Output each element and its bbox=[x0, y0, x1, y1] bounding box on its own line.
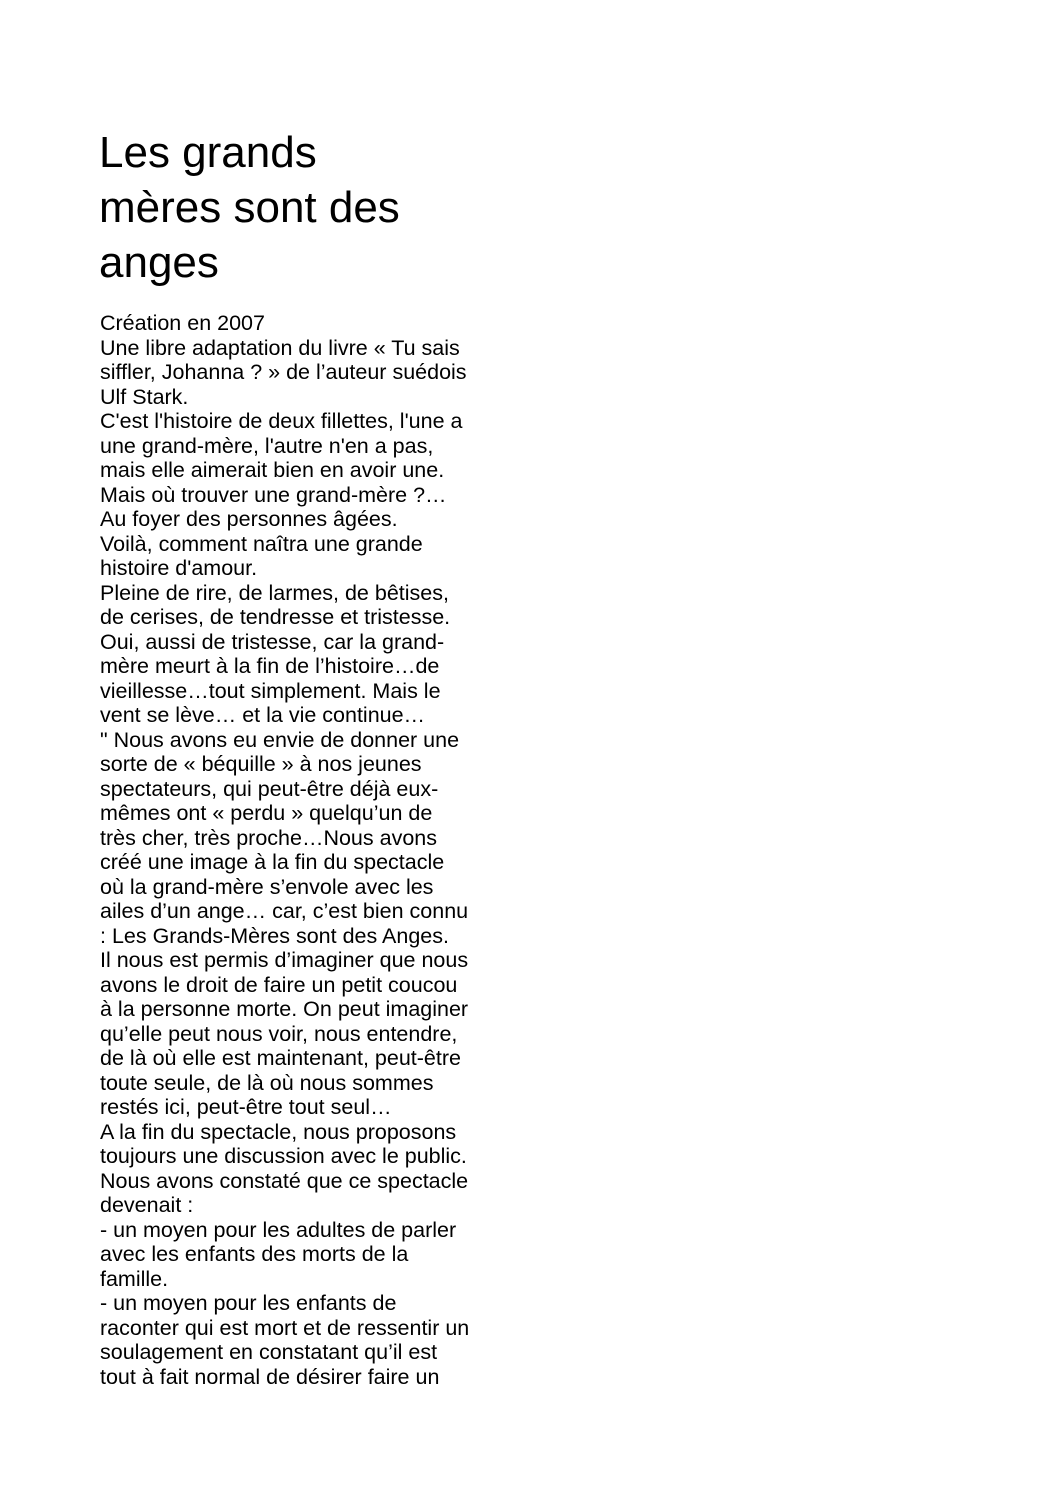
text-line: Voilà, comment naîtra une grande bbox=[100, 531, 423, 556]
text-line: Il nous est permis d’imaginer que nous bbox=[100, 948, 469, 972]
text-line: de cerises, de tendresse et tristesse. bbox=[100, 605, 451, 629]
text-line: A la fin du spectacle, nous proposons bbox=[100, 1119, 457, 1144]
text-line: vieillesse…tout simplement. Mais le bbox=[100, 678, 441, 703]
text-line: à la personne morte. On peut imaginer bbox=[100, 997, 469, 1021]
text-line: C'est l'histoire de deux fillettes, l'une a bbox=[100, 409, 463, 433]
text-line: histoire d'amour. bbox=[100, 556, 258, 580]
text-line: où la grand-mère s’envole avec les bbox=[100, 874, 434, 899]
document-title bbox=[99, 125, 400, 290]
text-line: une grand-mère, l'autre n'en a pas, bbox=[100, 433, 434, 458]
text-line: de là où elle est maintenant, peut-être bbox=[100, 1046, 461, 1070]
text-line: mêmes ont « perdu » quelqu’un de bbox=[100, 801, 433, 825]
text-line: avec les enfants des morts de la bbox=[100, 1242, 409, 1266]
title-line: anges bbox=[99, 238, 219, 287]
text-line: - un moyen pour les enfants de bbox=[100, 1291, 397, 1315]
text-line: Ulf Stark. bbox=[100, 384, 189, 409]
text-line: soulagement en constatant qu’il est bbox=[100, 1340, 438, 1364]
text-line: spectateurs, qui peut-être déjà eux- bbox=[100, 776, 439, 801]
text-line: Au foyer des personnes âgées. bbox=[100, 507, 398, 531]
text-line: Nous avons constaté que ce spectacle bbox=[100, 1168, 469, 1193]
text-line: toute seule, de là où nous sommes bbox=[100, 1070, 434, 1095]
text-line: Une libre adaptation du livre « Tu sais bbox=[100, 335, 460, 360]
text-line: - un moyen pour les adultes de parler bbox=[100, 1217, 457, 1242]
text-line: Pleine de rire, de larmes, de bêtises, bbox=[100, 580, 449, 605]
text-line: très cher, très proche…Nous avons bbox=[100, 825, 437, 850]
text-line: mère meurt à la fin de l’histoire…de bbox=[100, 654, 440, 678]
text-line: devenait : bbox=[100, 1193, 194, 1217]
text-line: mais elle aimerait bien en avoir une. bbox=[100, 458, 445, 482]
text-line: qu’elle peut nous voir, nous entendre, bbox=[100, 1021, 458, 1046]
text-line: raconter qui est mort et de ressentir un bbox=[100, 1315, 470, 1340]
text-line: avons le droit de faire un petit coucou bbox=[100, 972, 458, 997]
document-body bbox=[100, 311, 469, 1389]
text-line: tout à fait normal de désirer faire un bbox=[100, 1364, 440, 1389]
title-line: mères sont des bbox=[99, 183, 400, 232]
text-line: siffler, Johanna ? » de l’auteur suédois bbox=[100, 360, 467, 384]
text-line: ailes d’un ange… car, c’est bien connu bbox=[100, 899, 469, 923]
text-line: vent se lève… et la vie continue… bbox=[100, 703, 426, 727]
text-line: Mais où trouver une grand-mère ?… bbox=[100, 482, 447, 507]
text-line: Oui, aussi de tristesse, car la grand- bbox=[100, 629, 445, 654]
text-line: Création en 2007 bbox=[100, 311, 265, 335]
text-line: toujours une discussion avec le public. bbox=[100, 1144, 467, 1168]
text-line: : Les Grands-Mères sont des Anges. bbox=[100, 923, 449, 948]
text-line: restés ici, peut-être tout seul… bbox=[100, 1095, 392, 1119]
text-line: sorte de « béquille » à nos jeunes bbox=[100, 752, 422, 776]
text-line: créé une image à la fin du spectacle bbox=[100, 850, 445, 874]
text-line: famille. bbox=[100, 1266, 169, 1291]
text-line: " Nous avons eu envie de donner une bbox=[100, 727, 460, 752]
title-line: Les grands bbox=[99, 128, 317, 177]
